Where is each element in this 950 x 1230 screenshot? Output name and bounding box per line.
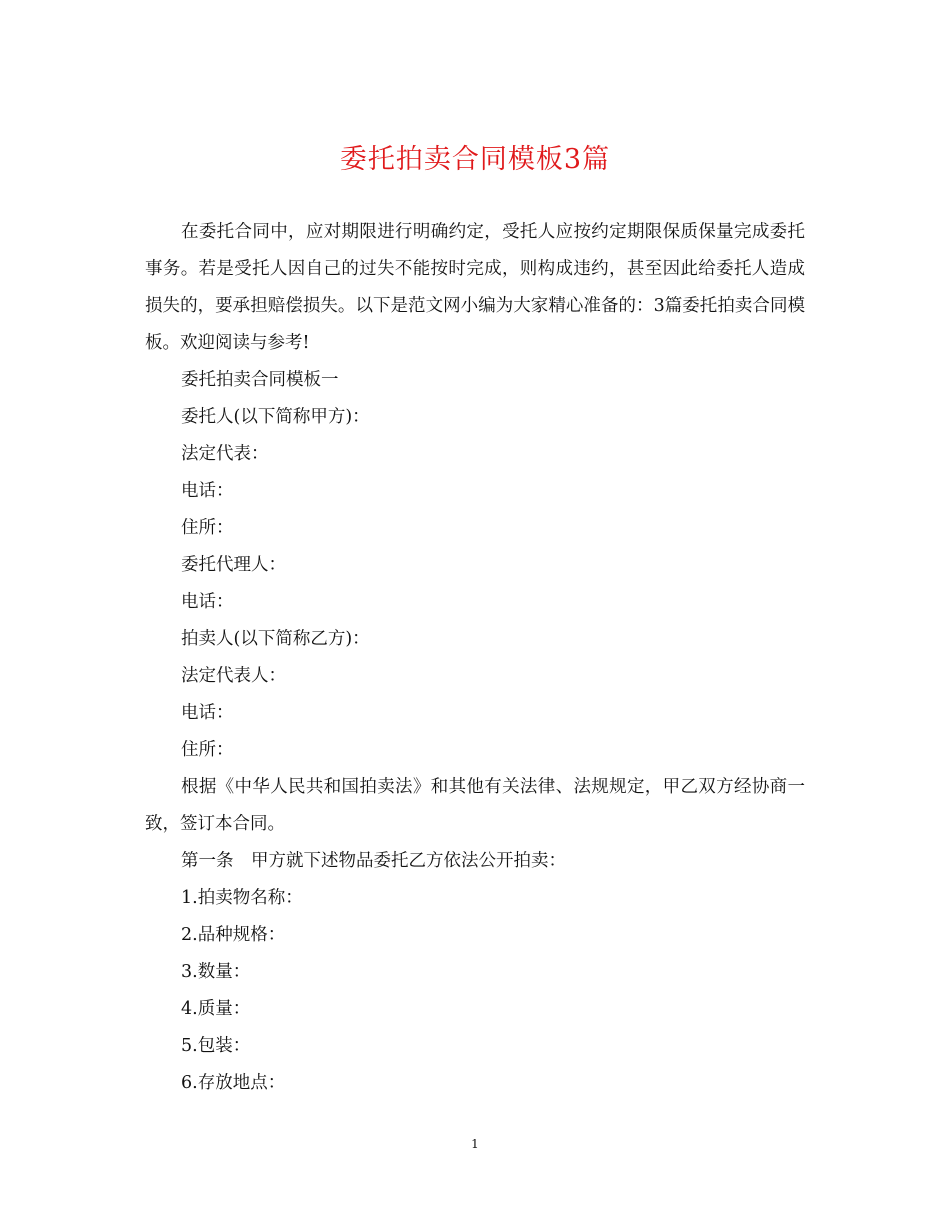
article-one: 第一条 甲方就下述物品委托乙方依法公开拍卖： (181, 851, 566, 871)
document-title: 委托拍卖合同模板3篇 (339, 144, 611, 175)
party-a-field: 委托人(以下简称甲方)： (181, 407, 370, 427)
item-spec-field: 2.品种规格： (181, 925, 286, 945)
document-body (145, 214, 805, 1102)
item-packaging-field: 5.包装： (181, 1036, 251, 1056)
page-number: 1 (471, 1137, 479, 1151)
item-quality-field: 4.质量： (181, 999, 251, 1019)
item-storage-field: 6.存放地点： (181, 1073, 286, 1093)
party-a-address-field: 住所： (181, 518, 234, 538)
party-b-address-field: 住所： (181, 740, 234, 760)
party-b-field: 拍卖人(以下简称乙方)： (181, 629, 370, 649)
legal-basis-paragraph: 根据《中华人民共和国拍卖法》和其他有关法律、法规规定，甲乙双方经协商一致，签订本合同。 (145, 777, 805, 834)
intro-paragraph: 在委托合同中，应对期限进行明确约定，受托人应按约定期限保质保量完成委托事务。若是受托人因自己的过失不能按时完成，则构成违约，甚至因此给委托人造成损失的，要承担赔偿损失。以下是范文网小编为大家精心准备的：3篇委托拍卖合同模板。欢迎阅读与参考! (145, 222, 805, 353)
party-b-legal-rep-field: 法定代表人： (181, 666, 286, 686)
agent-field: 委托代理人： (181, 555, 286, 575)
item-name-field: 1.拍卖物名称： (181, 888, 303, 908)
party-a-phone-field: 电话： (181, 481, 234, 501)
section-heading: 委托拍卖合同模板一 (181, 370, 339, 390)
agent-phone-field: 电话： (181, 592, 234, 612)
legal-rep-field: 法定代表： (181, 444, 269, 464)
party-b-phone-field: 电话： (181, 703, 234, 723)
item-quantity-field: 3.数量： (181, 962, 251, 982)
